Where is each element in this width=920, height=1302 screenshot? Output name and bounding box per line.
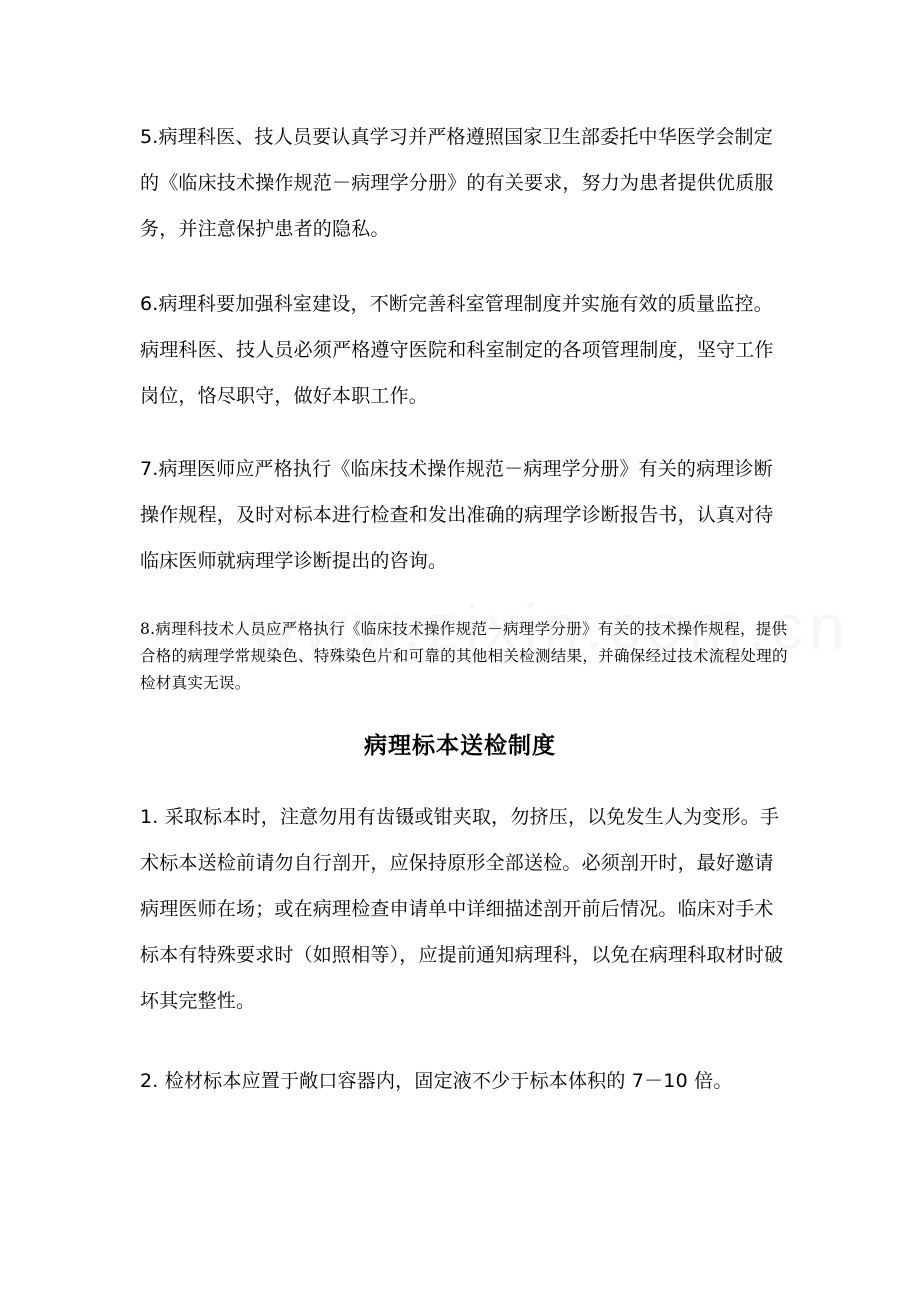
section-paragraph-2: 2. 检材标本应置于敞口容器内，固定液不少于标本体积的 7－10 倍。: [140, 1070, 733, 1092]
paragraph-7: 7.病理医师应严格执行《临床技术操作规范－病理学分册》有关的病理诊断操作规程，及时对标本进行检查和发出准确的病理学诊断报告书，认真对待临床医师就病理学诊断提出的咨询。: [140, 458, 774, 572]
paragraph-5: 5.病理科医、技人员要认真学习并严格遵照国家卫生部委托中华医学会制定的《临床技术操作规范－病理学分册》的有关要求，努力为患者提供优质服务，并注意保护患者的隐私。: [140, 126, 774, 240]
section-paragraph-1: 1. 采取标本时，注意勿用有齿镊或钳夹取，勿挤压，以免发生人为变形。手术标本送检前请勿自行剖开，应保持原形全部送检。必须剖开时，最好邀请病理医师在场；或在病理检查申请单中详细描述剖开前后情况。临床对手术标本有特殊要求时（如照相等），应提前通知病理科，以免在病理科取材时破坏其完整性。: [140, 806, 784, 1012]
paragraph-6: 6.病理科要加强科室建设，不断完善科室管理制度并实施有效的质量监控。病理科医、技人员必须严格遵守医院和科室制定的各项管理制度，坚守工作岗位，恪尽职守，做好本职工作。: [140, 293, 774, 407]
paragraph-8: 8.病理科技术人员应严格执行《临床技术操作规范－病理学分册》有关的技术操作规程，提供合格的病理学常规染色、特殊染色片和可靠的其他相关检测结果，并确保经过技术流程处理的检材真实无误。: [140, 620, 788, 692]
section-title: 病理标本送检制度: [364, 733, 556, 759]
